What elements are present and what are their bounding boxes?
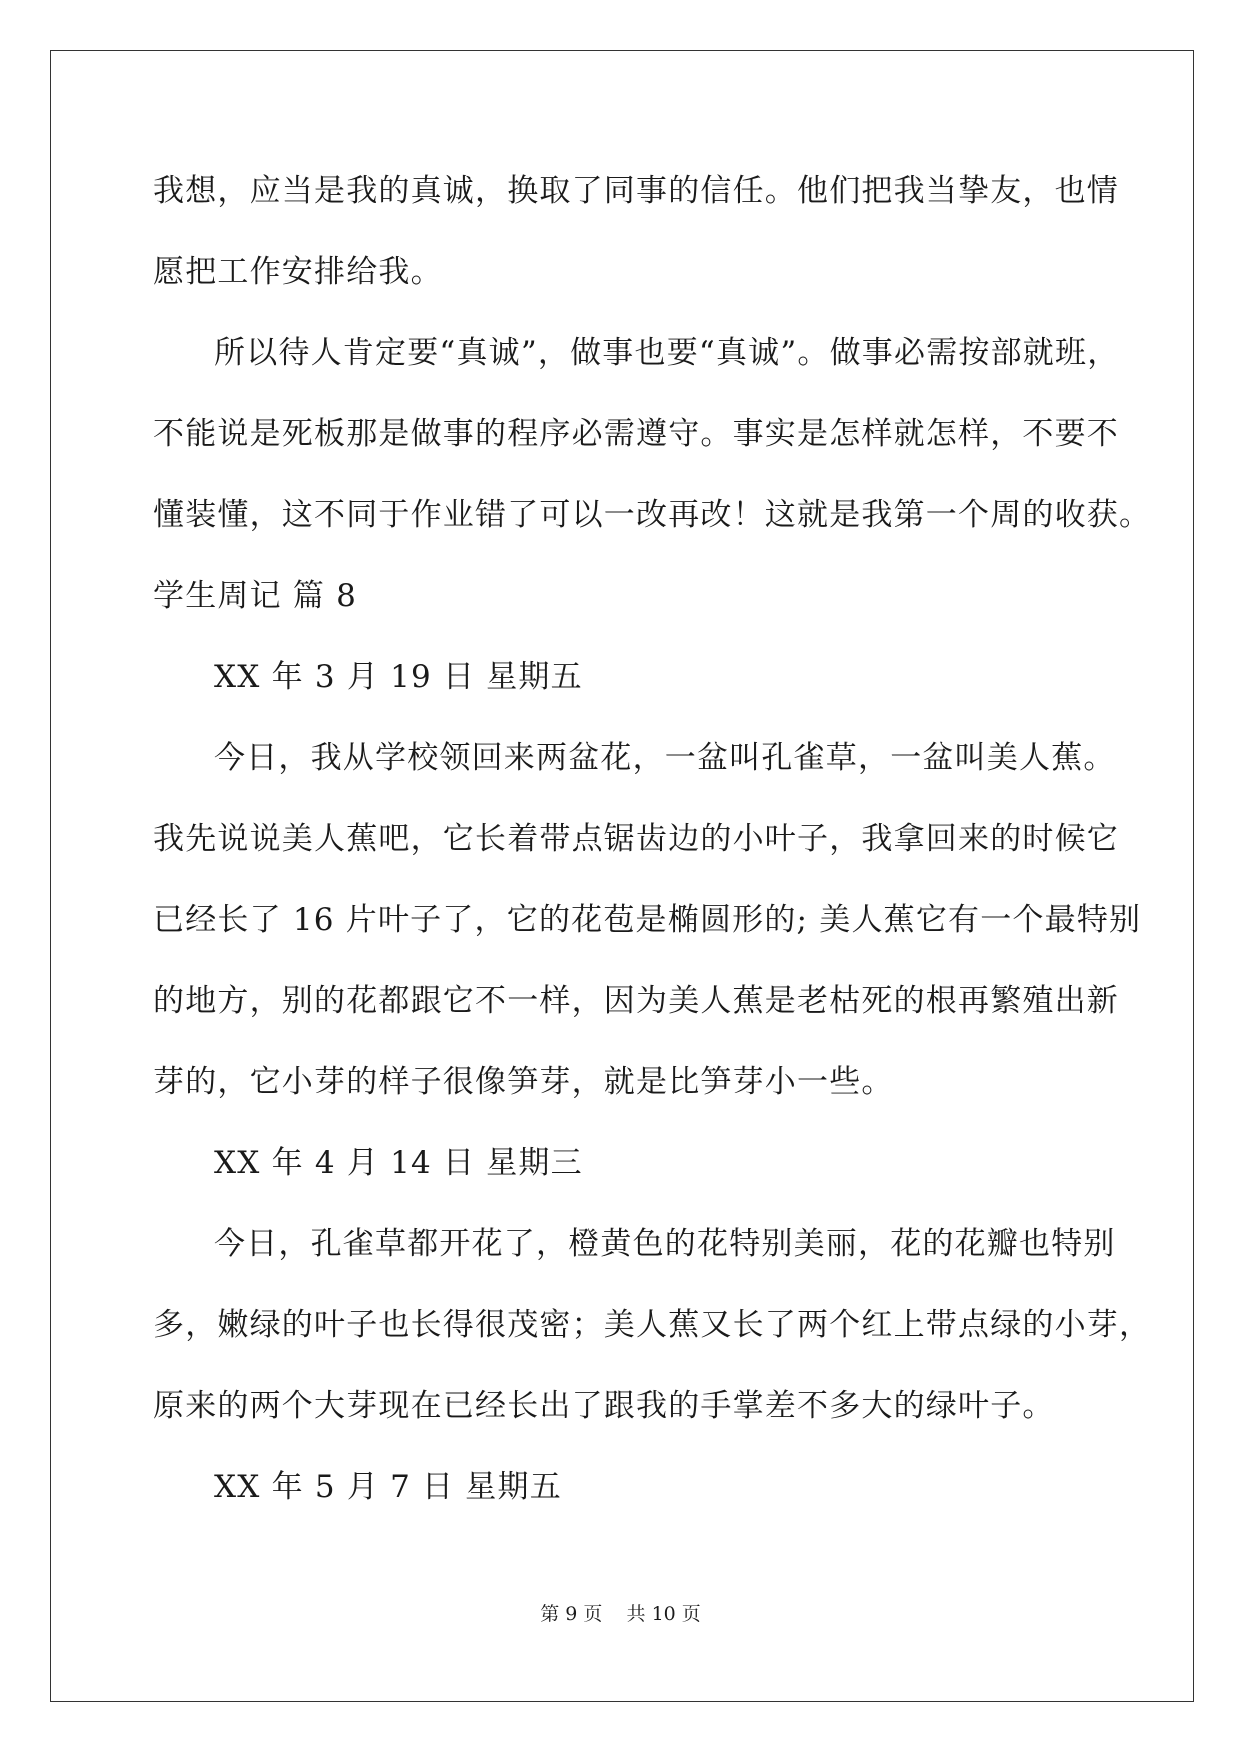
text-line: 芽的，它小芽的样子很像笋芽，就是比笋芽小一些。 — [153, 1064, 894, 1100]
text-line: 原来的两个大芽现在已经长出了跟我的手掌差不多大的绿叶子。 — [153, 1388, 1055, 1424]
text-line: 不能说是死板那是做事的程序必需遵守。事实是怎样就怎样，不要不 — [153, 416, 1119, 452]
text-line: 今日，孔雀草都开花了，橙黄色的花特别美丽，花的花瓣也特别 — [214, 1226, 1116, 1262]
text-line: 多，嫩绿的叶子也长得很茂密；美人蕉又长了两个红上带点绿的小芽， — [153, 1307, 1152, 1343]
date-line: XX 年 3 月 19 日 星期五 — [214, 659, 583, 695]
date-line: XX 年 4 月 14 日 星期三 — [214, 1145, 583, 1181]
text-line: 我先说说美人蕉吧，它长着带点锯齿边的小叶子，我拿回来的时候它 — [153, 821, 1119, 857]
page-frame — [50, 50, 1194, 1702]
date-line: XX 年 5 月 7 日 星期五 — [214, 1469, 562, 1505]
text-line: 已经长了 16 片叶子了，它的花苞是椭圆形的; 美人蕉它有一个最特别 — [153, 902, 1142, 938]
text-line: 愿把工作安排给我。 — [153, 254, 443, 290]
text-line: 的地方，别的花都跟它不一样，因为美人蕉是老枯死的根再繁殖出新 — [153, 983, 1119, 1019]
text-line: 今日，我从学校领回来两盆花，一盆叫孔雀草，一盆叫美人蕉。 — [214, 740, 1116, 776]
text-line: 我想，应当是我的真诚，换取了同事的信任。他们把我当挚友，也情 — [153, 173, 1119, 209]
section-heading: 学生周记 篇 8 — [153, 578, 358, 614]
page-number-footer: 第 9 页 共 10 页 — [540, 1603, 701, 1625]
text-line: 懂装懂，这不同于作业错了可以一改再改！这就是我第一个周的收获。 — [153, 497, 1152, 533]
text-line: 所以待人肯定要“真诚”，做事也要“真诚”。做事必需按部就班， — [214, 335, 1120, 371]
